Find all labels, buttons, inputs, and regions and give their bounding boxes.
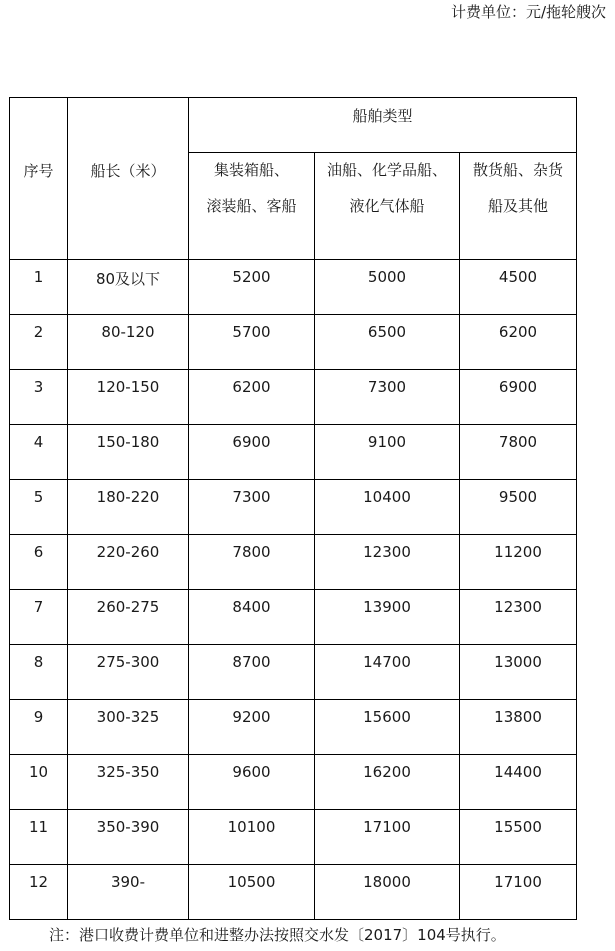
table-row (10, 260, 577, 315)
cell-bulk-general-fee: 7800 (460, 425, 577, 480)
cell-oil-chemical-fee: 5000 (315, 260, 460, 315)
header-bulk-general-other: 散货船、杂货 船及其他 (460, 153, 577, 260)
cell-seq: 1 (10, 260, 68, 315)
header-seq: 序号 (10, 98, 68, 260)
cell-bulk-general-fee: 4500 (460, 260, 577, 315)
table-row (10, 645, 577, 700)
header-container-ro-ro-passenger: 集装箱船、 滚装船、客船 (189, 153, 315, 260)
cell-container-fee: 9600 (189, 755, 315, 810)
cell-seq: 4 (10, 425, 68, 480)
cell-oil-chemical-fee: 6500 (315, 315, 460, 370)
cell-seq: 3 (10, 370, 68, 425)
cell-bulk-general-fee: 9500 (460, 480, 577, 535)
cell-bulk-general-fee: 14400 (460, 755, 577, 810)
cell-container-fee: 5200 (189, 260, 315, 315)
cell-oil-chemical-fee: 15600 (315, 700, 460, 755)
cell-seq: 11 (10, 810, 68, 865)
table-row (10, 535, 577, 590)
table-row (10, 315, 577, 370)
cell-container-fee: 8700 (189, 645, 315, 700)
cell-container-fee: 9200 (189, 700, 315, 755)
table-row (10, 700, 577, 755)
table-row (10, 370, 577, 425)
cell-oil-chemical-fee: 10400 (315, 480, 460, 535)
header-ship-length: 船长（米） (68, 98, 189, 260)
cell-seq: 5 (10, 480, 68, 535)
footnote: 注：港口收费计费单位和进整办法按照交水发〔2017〕104号执行。 (49, 926, 506, 944)
cell-seq: 2 (10, 315, 68, 370)
cell-seq: 8 (10, 645, 68, 700)
cell-bulk-general-fee: 6900 (460, 370, 577, 425)
cell-bulk-general-fee: 13800 (460, 700, 577, 755)
cell-container-fee: 8400 (189, 590, 315, 645)
header-oil-chemical-gas: 油船、化学品船、 液化气体船 (315, 153, 460, 260)
cell-bulk-general-fee: 13000 (460, 645, 577, 700)
cell-ship-length: 390- (68, 865, 189, 920)
cell-bulk-general-fee: 15500 (460, 810, 577, 865)
cell-oil-chemical-fee: 12300 (315, 535, 460, 590)
cell-container-fee: 10100 (189, 810, 315, 865)
cell-ship-length: 350-390 (68, 810, 189, 865)
cell-oil-chemical-fee: 13900 (315, 590, 460, 645)
cell-container-fee: 7800 (189, 535, 315, 590)
cell-bulk-general-fee: 17100 (460, 865, 577, 920)
cell-ship-length: 300-325 (68, 700, 189, 755)
cell-container-fee: 7300 (189, 480, 315, 535)
table-row (10, 865, 577, 920)
cell-seq: 9 (10, 700, 68, 755)
table-row (10, 425, 577, 480)
tug-fee-table (9, 97, 577, 920)
cell-ship-length: 180-220 (68, 480, 189, 535)
cell-ship-length: 120-150 (68, 370, 189, 425)
cell-ship-length: 150-180 (68, 425, 189, 480)
cell-ship-length: 80及以下 (68, 260, 189, 315)
cell-container-fee: 10500 (189, 865, 315, 920)
cell-oil-chemical-fee: 16200 (315, 755, 460, 810)
table-header-row (10, 98, 577, 153)
table-row (10, 755, 577, 810)
cell-container-fee: 6900 (189, 425, 315, 480)
table-row (10, 810, 577, 865)
cell-oil-chemical-fee: 9100 (315, 425, 460, 480)
cell-seq: 7 (10, 590, 68, 645)
cell-bulk-general-fee: 6200 (460, 315, 577, 370)
cell-ship-length: 80-120 (68, 315, 189, 370)
billing-unit-note: 计费单位：元/拖轮艘次 (450, 3, 606, 21)
cell-oil-chemical-fee: 17100 (315, 810, 460, 865)
cell-ship-length: 260-275 (68, 590, 189, 645)
cell-seq: 6 (10, 535, 68, 590)
table-row (10, 480, 577, 535)
cell-container-fee: 5700 (189, 315, 315, 370)
cell-oil-chemical-fee: 7300 (315, 370, 460, 425)
cell-bulk-general-fee: 12300 (460, 590, 577, 645)
cell-oil-chemical-fee: 18000 (315, 865, 460, 920)
cell-bulk-general-fee: 11200 (460, 535, 577, 590)
cell-ship-length: 325-350 (68, 755, 189, 810)
cell-container-fee: 6200 (189, 370, 315, 425)
cell-oil-chemical-fee: 14700 (315, 645, 460, 700)
cell-seq: 10 (10, 755, 68, 810)
table-row (10, 590, 577, 645)
cell-seq: 12 (10, 865, 68, 920)
cell-ship-length: 275-300 (68, 645, 189, 700)
header-vessel-type: 船舶类型 (189, 98, 577, 153)
cell-ship-length: 220-260 (68, 535, 189, 590)
